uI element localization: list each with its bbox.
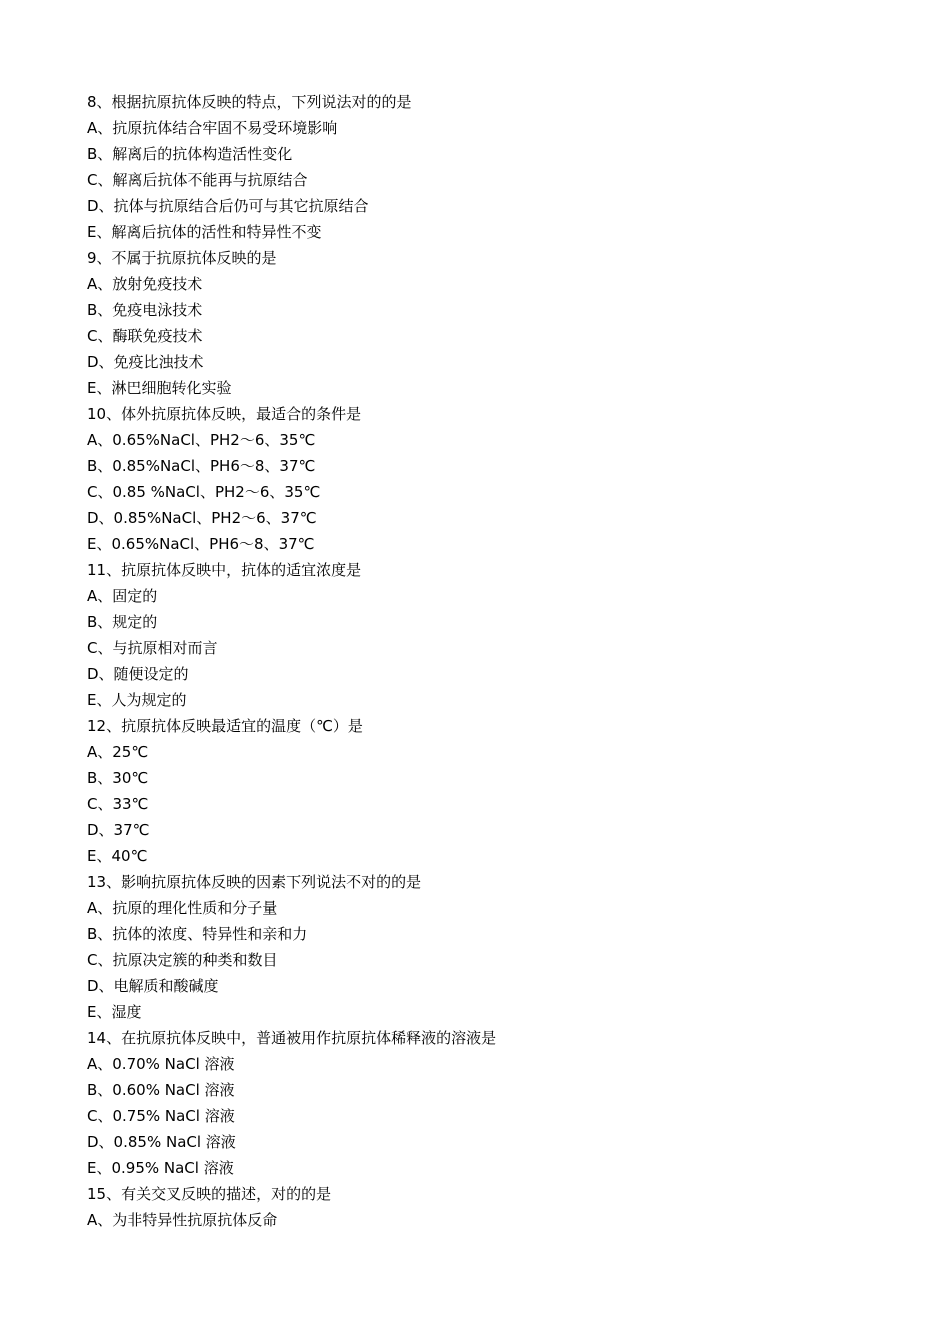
option-a: A、0.70% NaCl 溶液 bbox=[87, 1055, 235, 1073]
option-e: E、0.65%NaCl、PH6～8、37℃ bbox=[87, 535, 315, 553]
option-a: A、抗原的理化性质和分子量 bbox=[87, 899, 278, 917]
option-d: D、0.85% NaCl 溶液 bbox=[87, 1133, 236, 1151]
option-d: D、随便设定的 bbox=[87, 665, 189, 683]
option-b: B、免疫电泳技术 bbox=[87, 301, 203, 319]
option-b: B、0.60% NaCl 溶液 bbox=[87, 1081, 235, 1099]
option-c: C、0.85 %NaCl、PH2～6、35℃ bbox=[87, 483, 321, 501]
option-d: D、0.85%NaCl、PH2～6、37℃ bbox=[87, 509, 317, 527]
option-a: A、25℃ bbox=[87, 743, 149, 761]
question-list bbox=[87, 89, 887, 1233]
option-e: E、解离后抗体的活性和特异性不变 bbox=[87, 223, 322, 241]
option-e: E、人为规定的 bbox=[87, 691, 187, 709]
option-c: C、酶联免疫技术 bbox=[87, 327, 203, 345]
option-b: B、规定的 bbox=[87, 613, 158, 631]
option-d: D、37℃ bbox=[87, 821, 150, 839]
question-stem: 15、有关交叉反映的描述，对的的是 bbox=[87, 1185, 332, 1203]
option-c: C、与抗原相对而言 bbox=[87, 639, 218, 657]
option-b: B、30℃ bbox=[87, 769, 149, 787]
question-stem: 12、抗原抗体反映最适宜的温度（℃）是 bbox=[87, 717, 363, 735]
option-a: A、抗原抗体结合牢固不易受环境影响 bbox=[87, 119, 338, 137]
question-stem: 14、在抗原抗体反映中，普通被用作抗原抗体稀释液的溶液是 bbox=[87, 1029, 497, 1047]
option-c: C、抗原决定簇的种类和数目 bbox=[87, 951, 278, 969]
option-c: C、0.75% NaCl 溶液 bbox=[87, 1107, 235, 1125]
option-c: C、解离后抗体不能再与抗原结合 bbox=[87, 171, 308, 189]
option-a: A、0.65%NaCl、PH2～6、35℃ bbox=[87, 431, 316, 449]
option-b: B、解离后的抗体构造活性变化 bbox=[87, 145, 293, 163]
option-d: D、电解质和酸碱度 bbox=[87, 977, 219, 995]
question-stem: 11、抗原抗体反映中，抗体的适宜浓度是 bbox=[87, 561, 362, 579]
option-b: B、抗体的浓度、特异性和亲和力 bbox=[87, 925, 308, 943]
question-stem: 13、影响抗原抗体反映的因素下列说法不对的的是 bbox=[87, 873, 422, 891]
option-a: A、为非特异性抗原抗体反命 bbox=[87, 1211, 278, 1229]
question-stem: 10、体外抗原抗体反映，最适合的条件是 bbox=[87, 405, 362, 423]
option-e: E、0.95% NaCl 溶液 bbox=[87, 1159, 234, 1177]
option-e: E、40℃ bbox=[87, 847, 148, 865]
option-d: D、免疫比浊技术 bbox=[87, 353, 204, 371]
question-stem: 8、根据抗原抗体反映的特点，下列说法对的的是 bbox=[87, 93, 412, 111]
question-stem: 9、不属于抗原抗体反映的是 bbox=[87, 249, 277, 267]
option-d: D、抗体与抗原结合后仍可与其它抗原结合 bbox=[87, 197, 369, 215]
option-b: B、0.85%NaCl、PH6～8、37℃ bbox=[87, 457, 316, 475]
option-e: E、湿度 bbox=[87, 1003, 142, 1021]
option-a: A、固定的 bbox=[87, 587, 158, 605]
option-c: C、33℃ bbox=[87, 795, 149, 813]
option-e: E、淋巴细胞转化实验 bbox=[87, 379, 232, 397]
option-a: A、放射免疫技术 bbox=[87, 275, 203, 293]
